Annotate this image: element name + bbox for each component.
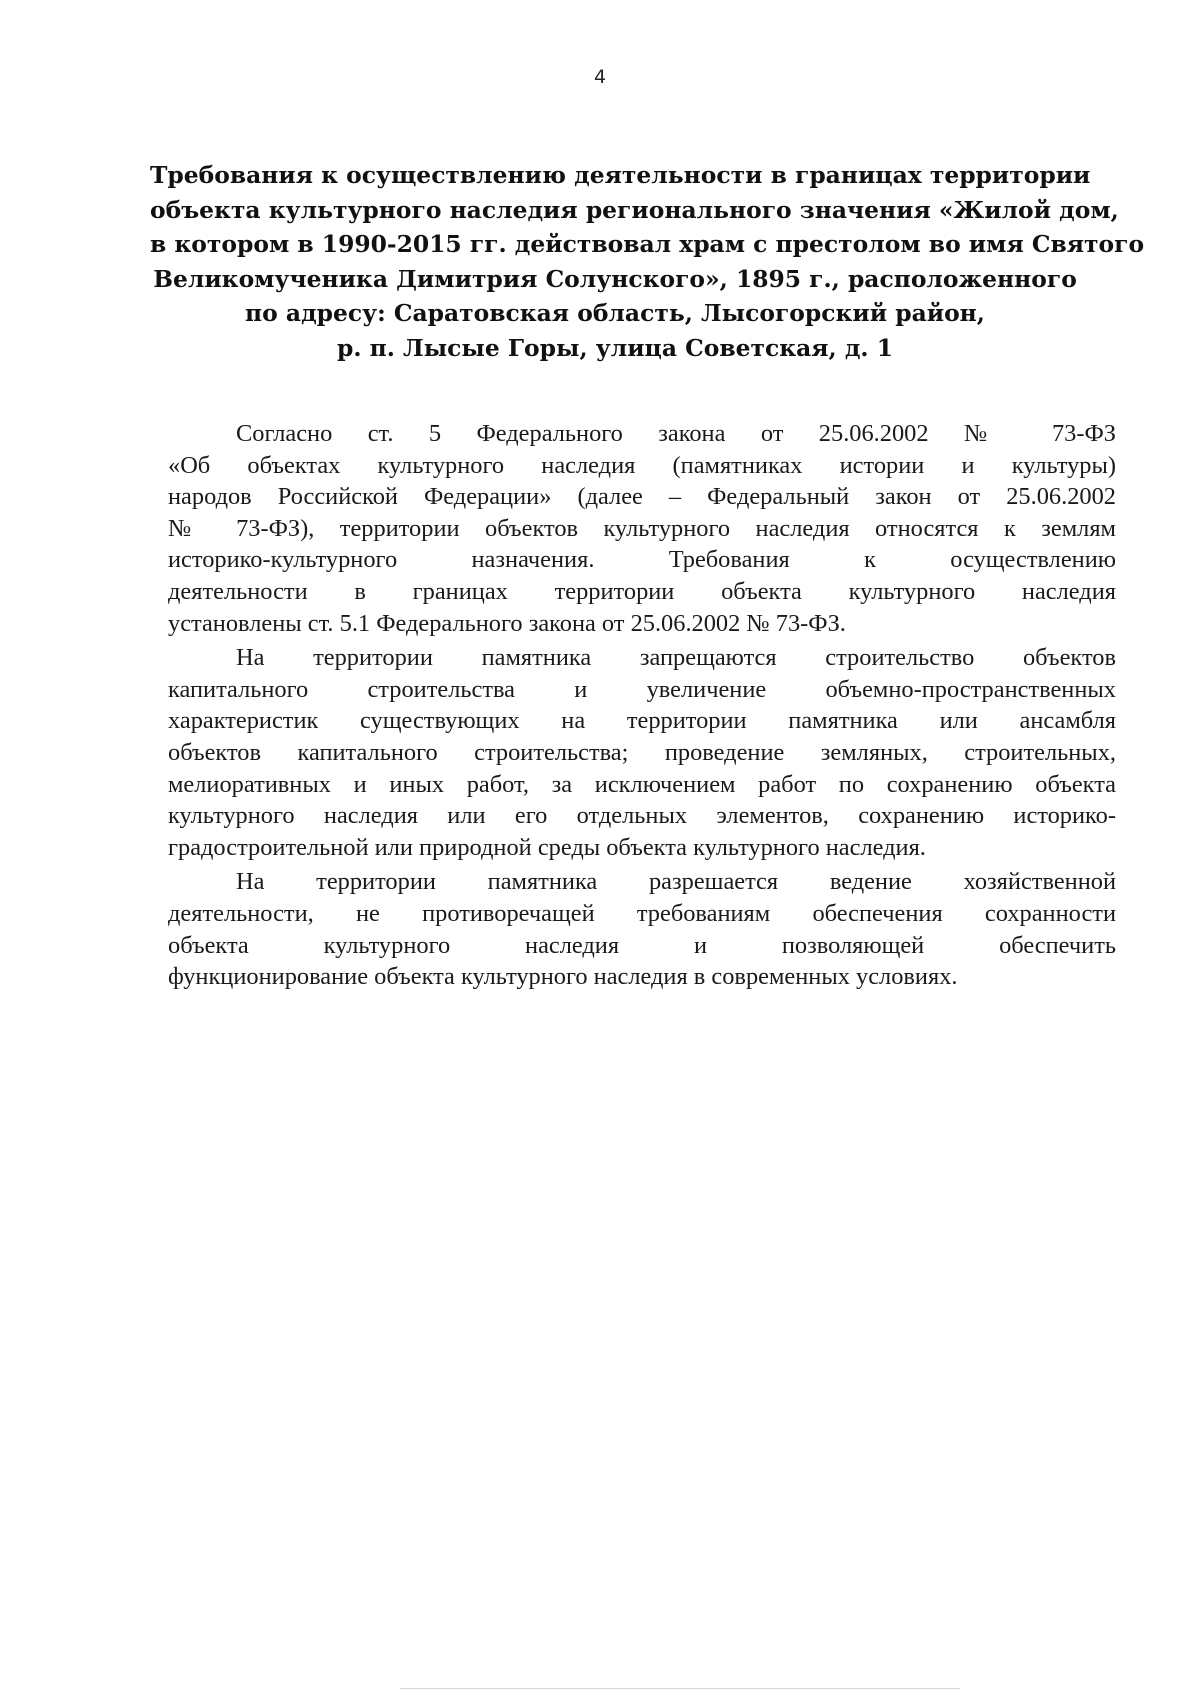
document-title [150,158,1145,366]
page-number: 4 [593,66,607,88]
paragraph-line: установлены ст. 5.1 Федерального закона от 25.06.2002 № 73-ФЗ. [168,609,846,637]
title-line: Великомученика Димитрия Солунского», 1895 г., расположенного [153,264,1077,293]
title-line: Требования к осуществлению деятельности в границах территории [150,161,1091,189]
paragraph-permissions [168,866,1116,992]
paragraph-line: объекта культурного наследия и позволяющей обеспечить [168,931,1116,959]
document-body [168,418,1116,993]
paragraph-line: культурного наследия или его отдельных элементов, сохранению историко- [168,802,1116,830]
paragraph-line: характеристик существующих на территории памятника или ансамбля [168,707,1116,735]
paragraph-line: № 73-ФЗ), территории объектов культурного наследия относятся к землям [168,514,1116,542]
paragraph-line: мелиоративных и иных работ, за исключением работ по сохранению объекта [168,770,1116,798]
title-line: по адресу: Саратовская область, Лысогорский район, [245,299,985,328]
paragraph-legal-basis [168,418,1116,639]
paragraph-line: «Об объектах культурного наследия (памятниках истории и культуры) [168,451,1116,479]
paragraph-line: На территории памятника запрещаются строительство объектов [236,644,1116,672]
paragraph-line: деятельности, не противоречащей требованиям обеспечения сохранности [168,899,1116,927]
paragraph-line: капитального строительства и увеличение объемно-пространственных [168,675,1116,703]
paragraph-line: народов Российской Федерации» (далее – Федеральный закон от 25.06.2002 [168,483,1116,511]
paragraph-line: градостроительной или природной среды объекта культурного наследия. [168,833,926,861]
paragraph-line: Согласно ст. 5 Федерального закона от 25.06.2002 № 73-ФЗ [236,420,1116,447]
paragraph-line: функционирование объекта культурного наследия в современных условиях. [168,963,958,991]
title-line: р. п. Лысые Горы, улица Советская, д. 1 [337,333,893,362]
scan-edge-line [400,1688,960,1689]
paragraph-prohibitions [168,642,1116,863]
paragraph-line: деятельности в границах территории объекта культурного наследия [168,577,1116,605]
title-line: в котором в 1990-2015 гг. действовал храм с престолом во имя Святого [150,230,1145,259]
title-line: объекта культурного наследия регионального значения «Жилой дом, [150,195,1119,224]
paragraph-line: историко-культурного назначения. Требования к осуществлению [168,546,1116,574]
paragraph-line: На территории памятника разрешается ведение хозяйственной [236,868,1116,896]
paragraph-line: объектов капитального строительства; проведение земляных, строительных, [168,738,1116,766]
